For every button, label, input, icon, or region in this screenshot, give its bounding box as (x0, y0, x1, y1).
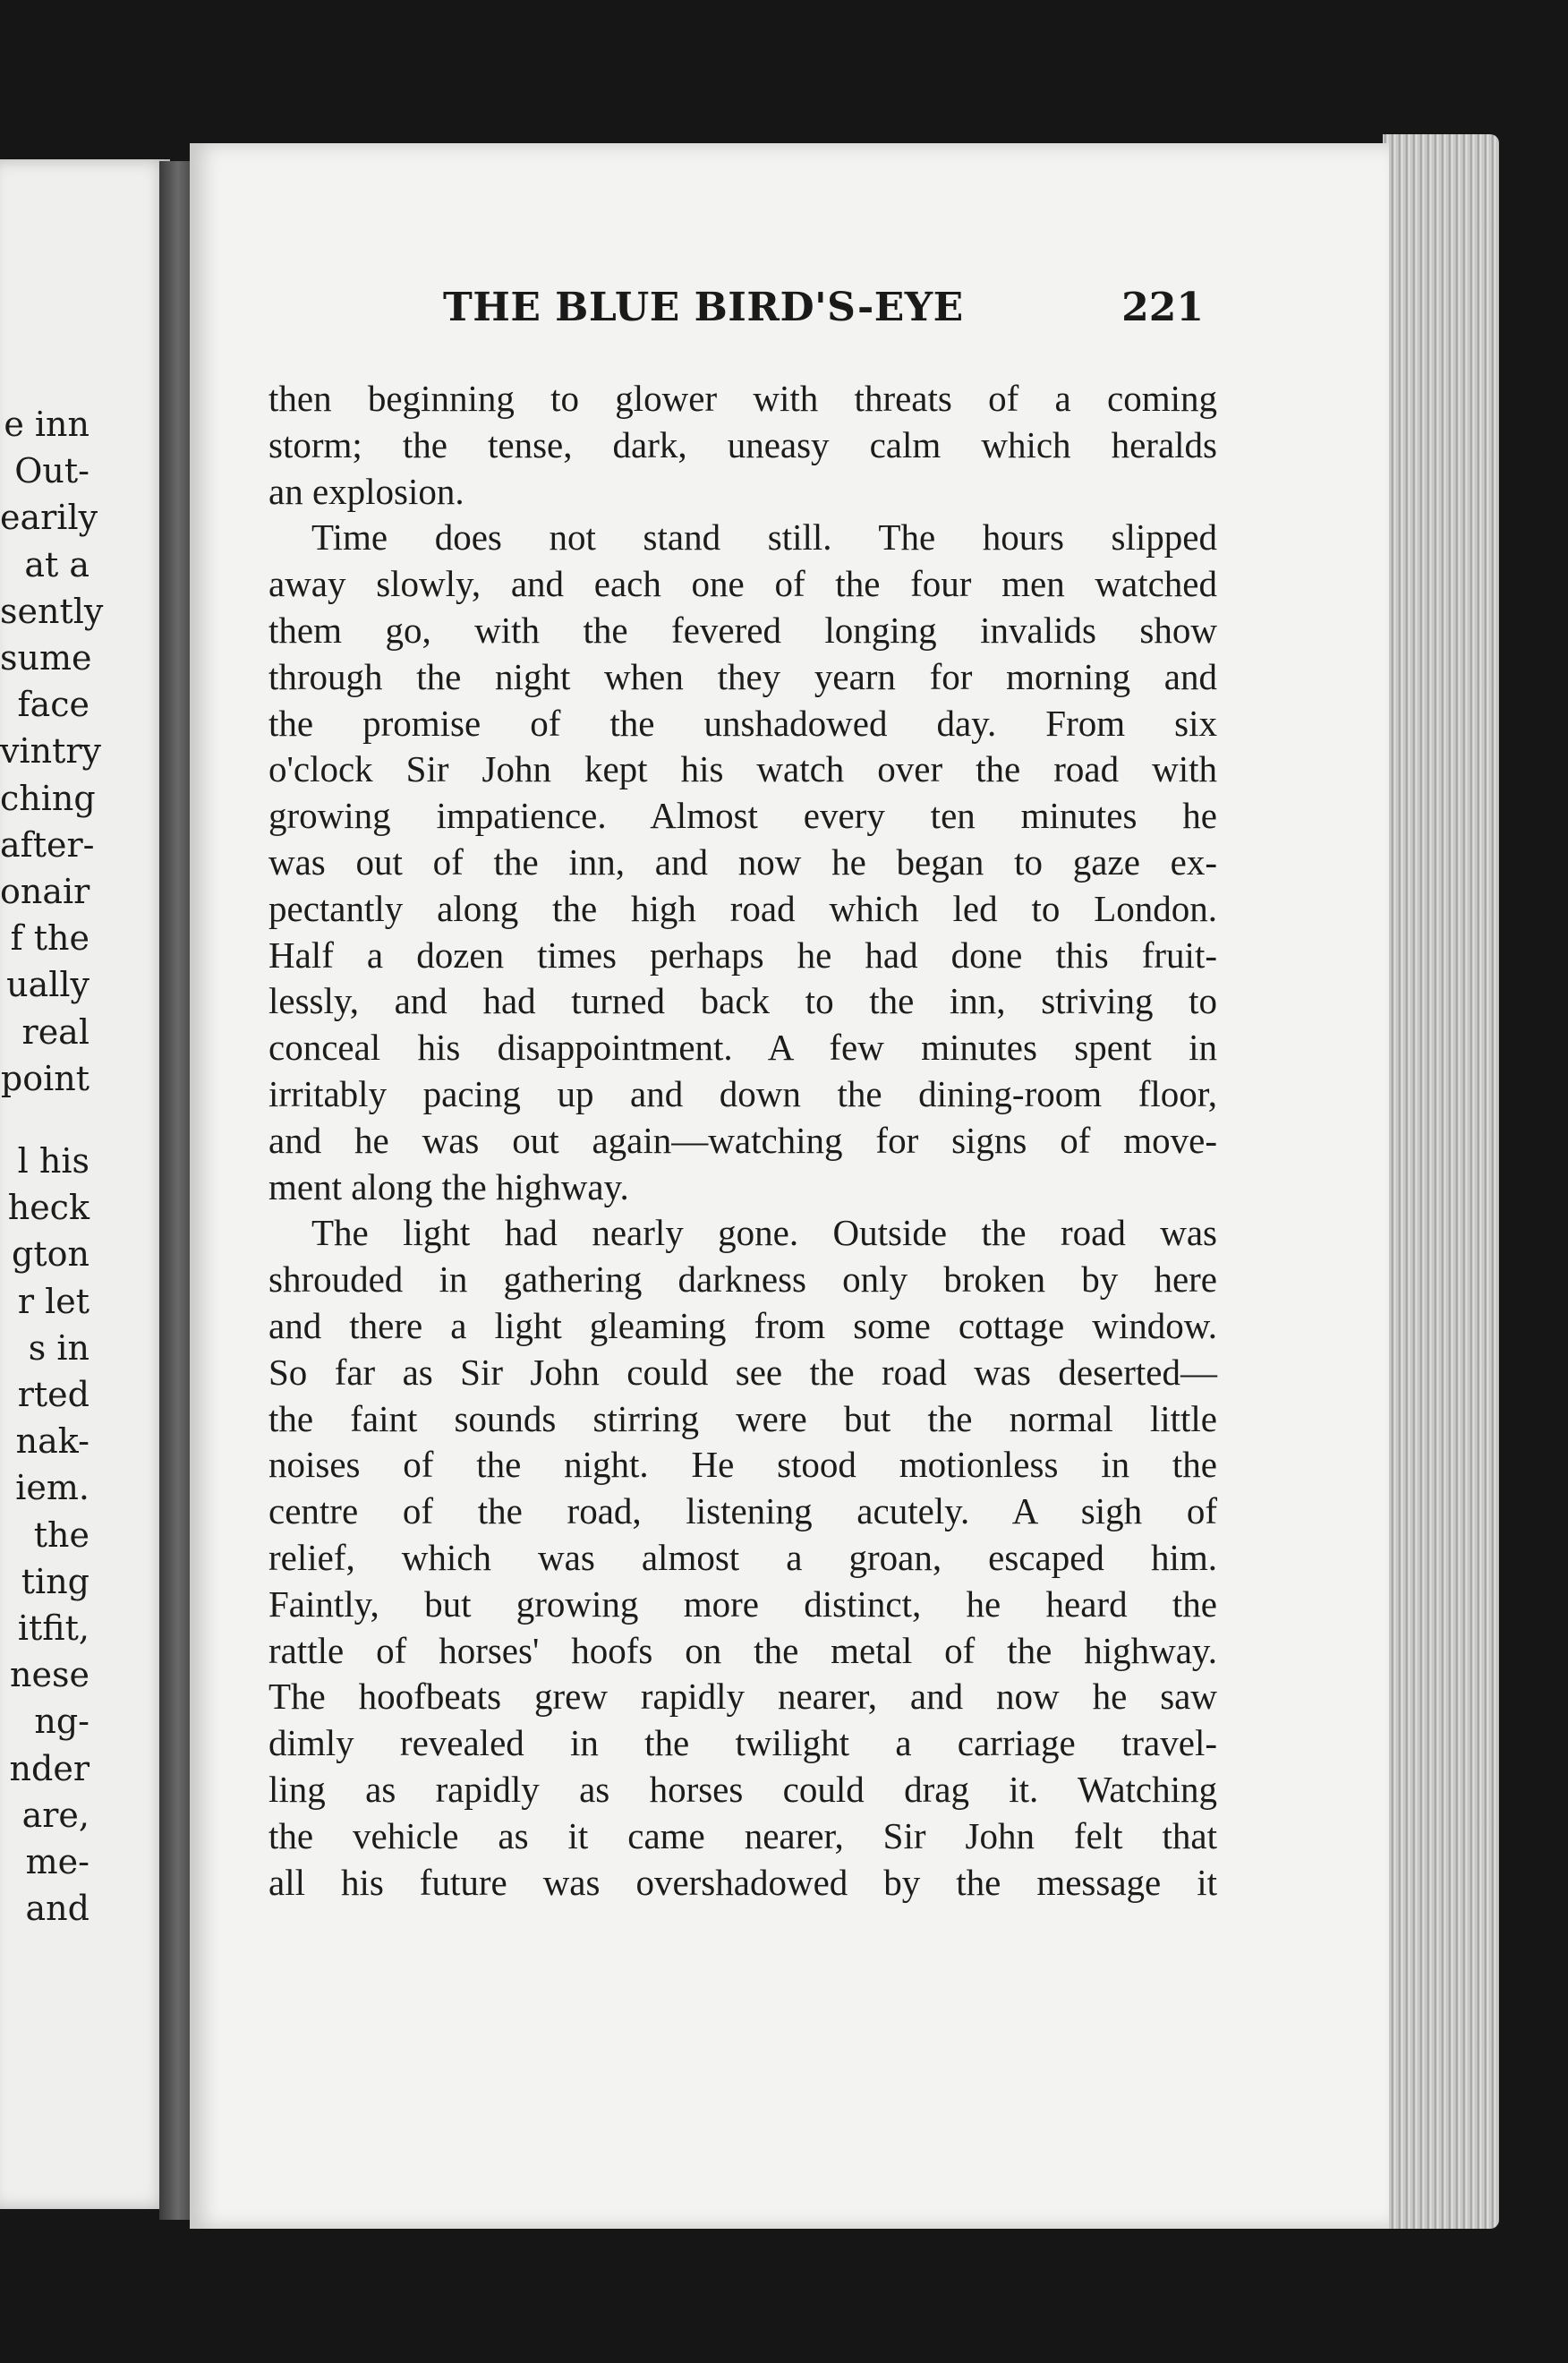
left-fragment: are, (21, 1795, 89, 1835)
text-line: Half a dozen times perhaps he had done this fruit- (268, 934, 1217, 976)
text-line: lessly, and had turned back to the inn, striving to (268, 980, 1217, 1022)
text-line: growing impatience. Almost every ten minutes he (268, 795, 1217, 837)
left-fragment: ting (21, 1561, 89, 1601)
left-fragment: onair (0, 872, 90, 912)
left-page-text-fragments (0, 401, 104, 1932)
left-fragment: sume (0, 638, 92, 678)
text-line: conceal his disappointment. A few minutes spent in (268, 1027, 1217, 1069)
text-line: o'clock Sir John kept his watch over the road with (268, 748, 1217, 790)
text-line: the vehicle as it came nearer, Sir John felt that (268, 1814, 1217, 1856)
left-fragment: heck (7, 1188, 89, 1228)
left-fragment: rted (17, 1375, 89, 1415)
left-fragment: ually (6, 965, 89, 1005)
text-line: away slowly, and each one of the four men watched (268, 563, 1217, 605)
text-line: all his future was overshadowed by the message it (268, 1861, 1217, 1903)
left-fragment: itfit, (17, 1608, 89, 1649)
text-line: Faintly, but growing more distinct, he heard the (268, 1582, 1217, 1625)
text-line: and there a light gleaming from some cottage window. (268, 1304, 1217, 1346)
left-fragment: s in (28, 1327, 89, 1368)
text-line: then beginning to glower with threats of a coming (268, 378, 1217, 419)
left-fragment: Out- (14, 451, 89, 491)
left-fragment: l his (17, 1141, 89, 1182)
left-fragment: f the (10, 918, 89, 959)
text-line: The light had nearly gone. Outside the road was (311, 1212, 1217, 1254)
text-line: the promise of the unshadowed day. From six (268, 702, 1217, 744)
text-line: The hoofbeats grew rapidly nearer, and now he saw (268, 1676, 1217, 1718)
left-fragment: me- (25, 1842, 89, 1882)
left-fragment: e inn (4, 405, 89, 444)
left-fragment: nder (9, 1748, 89, 1788)
left-fragment: nak- (15, 1421, 89, 1462)
text-line: shrouded in gathering darkness only broken by here (268, 1258, 1217, 1301)
left-fragment: face (17, 685, 89, 725)
text-line: pectantly along the high road which led to London. (268, 887, 1217, 929)
left-fragment: point (0, 1058, 89, 1098)
text-line: ling as rapidly as horses could drag it. Watching (268, 1768, 1217, 1810)
left-fragment: ching (0, 778, 96, 818)
text-line: So far as Sir John could see the road was deserted— (268, 1351, 1217, 1393)
page-number: 221 (1121, 285, 1204, 330)
left-fragment: nese (10, 1655, 89, 1695)
text-line: an explosion. (268, 470, 464, 512)
text-line: storm; the tense, dark, uneasy calm which heralds (268, 423, 1217, 465)
text-line: them go, with the fevered longing invalids show (268, 609, 1217, 651)
running-title: THE BLUE BIRD'S-EYE (443, 285, 964, 330)
left-fragment: the (33, 1514, 89, 1555)
left-fragment: at a (24, 544, 89, 584)
left-fragment: earily (0, 498, 98, 538)
text-line: relief, which was almost a groan, escaped him. (268, 1536, 1217, 1578)
text-line: dimly revealed in the twilight a carriage travel- (268, 1722, 1217, 1764)
paragraph-gap (0, 1102, 89, 1138)
text-line: Time does not stand still. The hours slipped (311, 516, 1217, 559)
left-fragment: sently (0, 591, 104, 631)
text-line: ment along the highway. (268, 1165, 629, 1207)
left-fragment: and (25, 1889, 89, 1929)
text-line: was out of the inn, and now he began to gaze ex- (268, 840, 1217, 883)
left-fragment: ng- (34, 1702, 89, 1742)
text-line: irritably pacing up and down the dining-room floor, (268, 1072, 1217, 1114)
body-text (268, 376, 1217, 1906)
running-head (443, 285, 1204, 338)
text-line: the faint sounds stirring were but the normal little (268, 1397, 1217, 1439)
left-fragment: iem. (15, 1468, 89, 1508)
left-fragment: real (21, 1011, 89, 1052)
text-line: through the night when they yearn for morning and (268, 655, 1217, 697)
text-line: centre of the road, listening acutely. A sigh of (268, 1490, 1217, 1532)
page-edges (1383, 134, 1499, 2229)
left-fragment: gton (12, 1234, 89, 1275)
left-fragment: after- (0, 824, 95, 865)
text-line: and he was out again—watching for signs of move- (268, 1119, 1217, 1161)
text-line: rattle of horses' hoofs on the metal of the highway. (268, 1629, 1217, 1671)
left-fragment: r let (17, 1281, 89, 1321)
text-line: noises of the night. He stood motionless in the (268, 1444, 1217, 1486)
left-fragment: vintry (0, 731, 101, 772)
